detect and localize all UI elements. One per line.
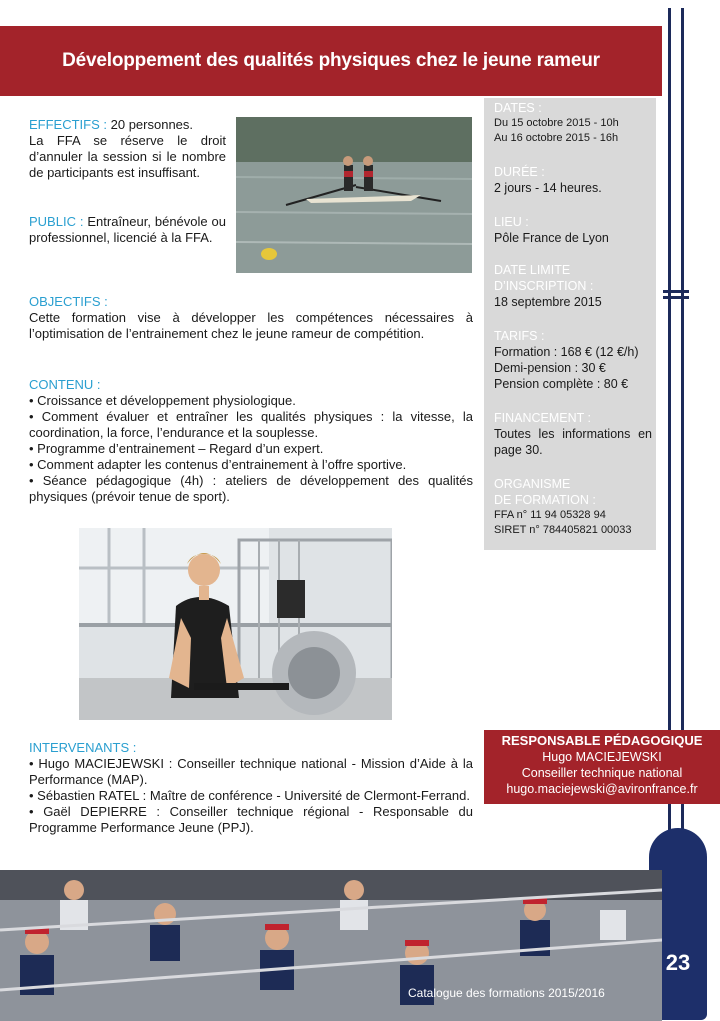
contenu-item: • Programme d’entrainement – Regard d’un expert. [29,441,324,456]
intervenants-section [29,740,473,836]
intervenant-item: • Gaël DEPIERRE : Conseiller technique régional - Responsable du Programme Performance Jeune (PPJ). [29,804,473,835]
oar-shaft [668,8,684,830]
dates-start: Du 15 octobre 2015 - 10h [494,117,619,129]
lieu-value: Pôle France de Lyon [494,231,609,245]
financement-value: Toutes les informations en page 30. [494,427,652,457]
responsable-role: Conseiller technique national [521,766,683,780]
responsable-title: RESPONSABLE PÉDAGOGIQUE [501,733,703,748]
contenu-item: • Croissance et développement physiologique. [29,393,296,408]
objectifs-section [29,294,473,342]
contenu-item: • Séance pédagogique (4h) : ateliers de développement des qualités physiques (prévoir tenue de sport). [29,473,473,504]
responsable-name: Hugo MACIEJEWSKI [542,750,662,764]
responsable-box [484,730,720,804]
objectifs-text: Cette formation vise à développer les compétences nécessaires à l’optimisation de l’entrainement chez le jeune rameur de compétition. [29,310,473,341]
photo-rowing-machine [79,528,392,720]
dates-label: DATES : [494,101,542,115]
lieu-label: LIEU : [494,215,529,229]
objectifs-label: OBJECTIFS : [29,294,108,309]
dates-end: Au 16 octobre 2015 - 16h [494,132,619,144]
organisme-siret: SIRET n° 784405821 00033 [494,524,632,536]
limite-label-1: DATE LIMITE [494,263,571,277]
contenu-section [29,377,473,505]
public-value: Entraîneur, bénévole ou professionnel, licencié à la FFA. [29,214,226,245]
oar-collar [663,290,689,293]
effectifs-section [29,117,226,181]
info-sidebar [484,98,656,550]
oar-collar [663,296,689,299]
effectifs-label: EFFECTIFS : [29,117,107,132]
intervenants-label: INTERVENANTS : [29,740,137,755]
contenu-item: • Comment évaluer et entraîner les qualités physiques : la vitesse, la coordination, la force, l’endurance et la souplesse. [29,409,473,440]
page-number: 23 [665,950,691,975]
public-label: PUBLIC : [29,214,84,229]
financement-label: FINANCEMENT : [494,411,591,425]
intervenant-item: • Hugo MACIEJEWSKI : Conseiller technique national - Mission d’Aide à la Performance (MAP). [29,756,473,787]
photo-double-scull [236,117,472,273]
tarif-formation: Formation : 168 € (12 €/h) [494,345,639,359]
organisme-label-2: DE FORMATION : [494,493,596,507]
responsable-email[interactable]: hugo.maciejewski@avironfrance.fr [506,782,698,796]
tarif-demi-pension: Demi-pension : 30 € [494,361,606,375]
intervenant-item: • Sébastien RATEL : Maître de conférence - Université de Clermont-Ferrand. [29,788,470,803]
footer-caption: Catalogue des formations 2015/2016 [408,986,605,1000]
public-section [29,214,226,246]
contenu-item: • Comment adapter les contenus d’entrainement à l’offre sportive. [29,457,407,472]
limite-value: 18 septembre 2015 [494,295,602,309]
organisme-label-1: ORGANISME [494,477,571,491]
organisme-ffa: FFA n° 11 94 05328 94 [494,509,606,521]
page-title: Développement des qualités physiques chez le jeune rameur [62,50,600,71]
duree-label: DURÉE : [494,165,545,179]
effectifs-value: 20 personnes. [110,117,194,132]
duree-value: 2 jours - 14 heures. [494,181,602,195]
limite-label-2: D’INSCRIPTION : [494,279,594,293]
contenu-label: CONTENU : [29,377,101,392]
tarif-pension-complete: Pension complète : 80 € [494,377,629,391]
effectifs-note: La FFA se réserve le droit d’annuler la session si le nombre de participants est insuffisant. [29,133,226,180]
tarifs-label: TARIFS : [494,329,545,343]
title-banner [0,26,662,96]
